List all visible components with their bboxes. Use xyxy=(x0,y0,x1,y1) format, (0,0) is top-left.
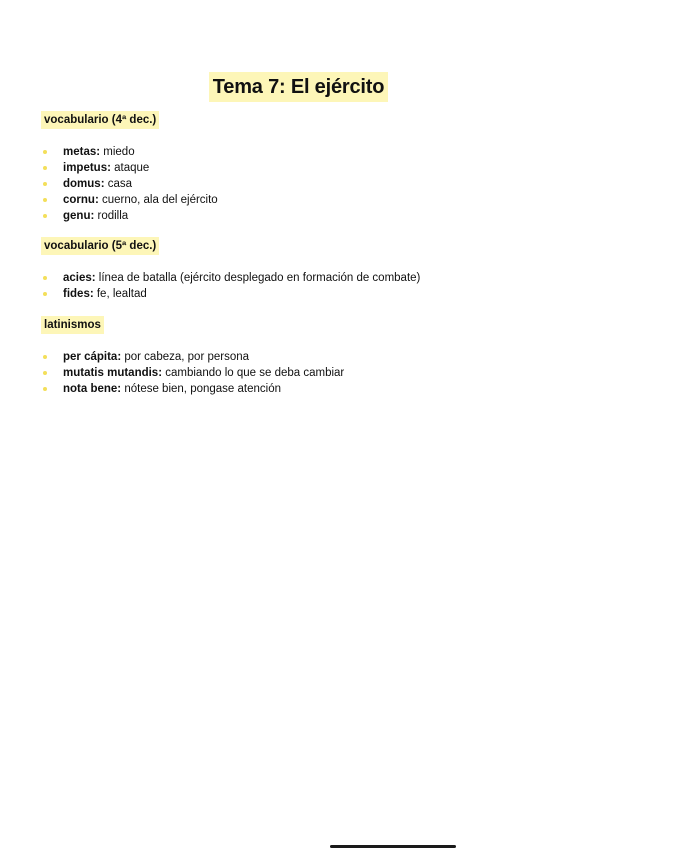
section-latinismos xyxy=(41,315,677,397)
list-item xyxy=(41,365,677,381)
latinisms-list xyxy=(41,349,677,397)
section-heading: vocabulario (5ª dec.) xyxy=(41,237,159,255)
bullet-icon xyxy=(43,276,47,280)
definition: casa xyxy=(104,178,133,190)
bullet-icon xyxy=(43,387,47,391)
term: cornu: xyxy=(63,194,99,206)
bullet-icon xyxy=(43,292,47,296)
term: metas: xyxy=(63,146,101,158)
definition: nótese bien, pongase atención xyxy=(121,383,281,395)
bullet-icon xyxy=(43,355,47,359)
definition: cambiando lo que se deba cambiar xyxy=(162,367,345,379)
definition: fe, lealtad xyxy=(93,288,147,300)
term: genu: xyxy=(63,210,95,222)
vocabulary-list xyxy=(41,144,677,224)
list-item xyxy=(41,176,677,192)
page-title xyxy=(0,64,597,102)
definition: cuerno, ala del ejército xyxy=(98,194,218,206)
definition: ataque xyxy=(110,162,150,174)
definition: por cabeza, por persona xyxy=(121,351,250,363)
term: per cápita: xyxy=(63,351,122,363)
list-item xyxy=(41,270,677,286)
bullet-icon xyxy=(43,198,47,202)
term: nota bene: xyxy=(63,383,122,395)
term: impetus: xyxy=(63,162,111,174)
list-item xyxy=(41,160,677,176)
list-item xyxy=(41,208,677,224)
section-vocabulario-5-dec xyxy=(41,236,677,302)
vocabulary-list xyxy=(41,270,677,302)
bullet-icon xyxy=(43,371,47,375)
section-heading: latinismos xyxy=(41,316,104,334)
bullet-icon xyxy=(43,166,47,170)
term: fides: xyxy=(63,288,94,300)
list-item xyxy=(41,144,677,160)
definition: rodilla xyxy=(94,210,129,222)
section-heading: vocabulario (4ª dec.) xyxy=(41,111,159,129)
list-item xyxy=(41,192,677,208)
bullet-icon xyxy=(43,214,47,218)
section-vocabulario-4-dec xyxy=(41,110,677,224)
bullet-icon xyxy=(43,150,47,154)
term: mutatis mutandis: xyxy=(63,367,163,379)
list-item xyxy=(41,349,677,365)
list-item xyxy=(41,381,677,397)
list-item xyxy=(41,286,677,302)
bullet-icon xyxy=(43,182,47,186)
term: acies: xyxy=(63,272,96,284)
term: domus: xyxy=(63,178,105,190)
definition: miedo xyxy=(100,146,135,158)
page-title-text: Tema 7: El ejército xyxy=(209,72,388,102)
definition: línea de batalla (ejército desplegado en formación de combate) xyxy=(95,272,421,284)
